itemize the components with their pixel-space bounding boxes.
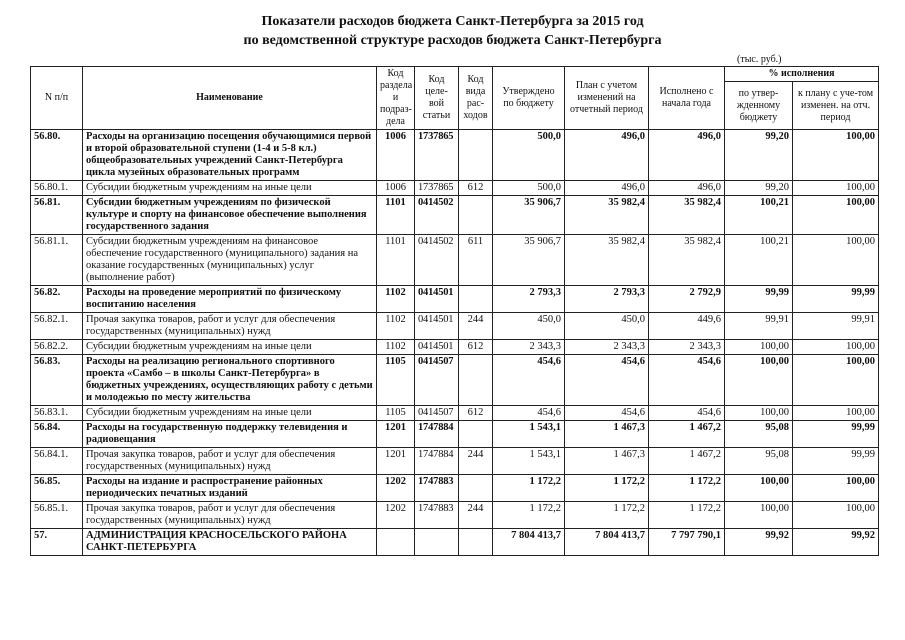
row-executed: 496,0 xyxy=(649,130,725,181)
row-pct-plan: 99,92 xyxy=(793,529,879,556)
page-title: Показатели расходов бюджета Санкт-Петербурга за 2015 год xyxy=(261,14,644,29)
header-pct-approved: по утвер-жденному бюджету xyxy=(725,82,793,130)
row-plan: 454,6 xyxy=(565,355,649,406)
row-type xyxy=(459,196,493,235)
row-approved: 454,6 xyxy=(493,355,565,406)
row-pct-plan: 100,00 xyxy=(793,406,879,421)
row-section: 1202 xyxy=(377,475,415,502)
row-num: 56.84.1. xyxy=(31,448,83,475)
row-num: 56.83. xyxy=(31,355,83,406)
row-approved: 454,6 xyxy=(493,406,565,421)
row-num: 56.82. xyxy=(31,286,83,313)
row-plan: 450,0 xyxy=(565,313,649,340)
row-executed: 1 467,2 xyxy=(649,448,725,475)
row-article: 0414502 xyxy=(415,196,459,235)
row-executed: 496,0 xyxy=(649,181,725,196)
row-plan: 496,0 xyxy=(565,130,649,181)
row-pct-plan: 100,00 xyxy=(793,181,879,196)
row-num: 56.84. xyxy=(31,421,83,448)
row-plan: 496,0 xyxy=(565,181,649,196)
row-executed: 1 172,2 xyxy=(649,475,725,502)
row-section: 1102 xyxy=(377,313,415,340)
row-article: 0414501 xyxy=(415,313,459,340)
row-approved: 1 543,1 xyxy=(493,421,565,448)
row-type: 244 xyxy=(459,448,493,475)
row-pct-approved: 100,21 xyxy=(725,196,793,235)
row-approved: 2 793,3 xyxy=(493,286,565,313)
row-section: 1101 xyxy=(377,235,415,286)
row-pct-plan: 99,99 xyxy=(793,448,879,475)
row-article: 1747884 xyxy=(415,421,459,448)
row-type: 612 xyxy=(459,340,493,355)
row-executed: 7 797 790,1 xyxy=(649,529,725,556)
table-row xyxy=(31,502,879,529)
table-row xyxy=(31,406,879,421)
row-pct-plan: 100,00 xyxy=(793,502,879,529)
row-pct-approved: 100,00 xyxy=(725,502,793,529)
row-executed: 35 982,4 xyxy=(649,235,725,286)
table-row xyxy=(31,196,879,235)
row-pct-approved: 100,21 xyxy=(725,235,793,286)
row-num: 56.81.1. xyxy=(31,235,83,286)
row-pct-plan: 99,99 xyxy=(793,286,879,313)
row-pct-plan: 100,00 xyxy=(793,196,879,235)
row-article: 0414507 xyxy=(415,355,459,406)
row-pct-plan: 100,00 xyxy=(793,340,879,355)
row-approved: 2 343,3 xyxy=(493,340,565,355)
row-pct-approved: 99,20 xyxy=(725,130,793,181)
row-article: 1747884 xyxy=(415,448,459,475)
row-article: 0414507 xyxy=(415,406,459,421)
header-name: Наименование xyxy=(83,67,377,130)
row-type xyxy=(459,286,493,313)
units-label: (тыс. руб.) xyxy=(737,54,782,65)
row-num: 56.85.1. xyxy=(31,502,83,529)
header-approved: Утверждено по бюджету xyxy=(493,67,565,130)
row-name: Субсидии бюджетным учреждениям на иные цели xyxy=(83,406,377,421)
table-row xyxy=(31,475,879,502)
table-row xyxy=(31,421,879,448)
row-name: АДМИНИСТРАЦИЯ КРАСНОСЕЛЬСКОГО РАЙОНА САНКТ-ПЕТЕРБУРГА xyxy=(83,529,377,556)
row-pct-plan: 100,00 xyxy=(793,355,879,406)
row-approved: 7 804 413,7 xyxy=(493,529,565,556)
row-name: Прочая закупка товаров, работ и услуг для обеспечения государственных (муниципальных) нужд xyxy=(83,448,377,475)
row-section: 1202 xyxy=(377,502,415,529)
row-plan: 2 343,3 xyxy=(565,340,649,355)
row-name: Прочая закупка товаров, работ и услуг для обеспечения государственных (муниципальных) нужд xyxy=(83,502,377,529)
header-type: Код вида рас-ходов xyxy=(459,67,493,130)
row-plan: 7 804 413,7 xyxy=(565,529,649,556)
table-row xyxy=(31,235,879,286)
row-approved: 1 543,1 xyxy=(493,448,565,475)
row-section: 1105 xyxy=(377,406,415,421)
row-pct-approved: 99,20 xyxy=(725,181,793,196)
row-section: 1006 xyxy=(377,130,415,181)
row-num: 56.82.2. xyxy=(31,340,83,355)
table-row xyxy=(31,130,879,181)
header-plan: План с учетом изменений на отчетный период xyxy=(565,67,649,130)
row-plan: 1 172,2 xyxy=(565,502,649,529)
row-num: 56.80.1. xyxy=(31,181,83,196)
table-row xyxy=(31,355,879,406)
row-type: 244 xyxy=(459,502,493,529)
header-article: Код целе-вой статьи xyxy=(415,67,459,130)
row-article: 1737865 xyxy=(415,181,459,196)
row-executed: 1 172,2 xyxy=(649,502,725,529)
row-plan: 35 982,4 xyxy=(565,196,649,235)
row-pct-approved: 99,91 xyxy=(725,313,793,340)
row-article: 1747883 xyxy=(415,502,459,529)
row-plan: 1 172,2 xyxy=(565,475,649,502)
row-num: 56.85. xyxy=(31,475,83,502)
row-pct-plan: 100,00 xyxy=(793,475,879,502)
row-name: Расходы на реализацию регионального спортивного проекта «Самбо – в школы Санкт-Петербурга» в бюджетных учреждениях, осуществляющих работу с детьми и молодежью по месту жительства xyxy=(83,355,377,406)
row-name: Расходы на государственную поддержку телевидения и радиовещания xyxy=(83,421,377,448)
row-pct-plan: 99,99 xyxy=(793,421,879,448)
row-pct-approved: 99,99 xyxy=(725,286,793,313)
row-executed: 1 467,2 xyxy=(649,421,725,448)
row-num: 57. xyxy=(31,529,83,556)
row-article: 1737865 xyxy=(415,130,459,181)
row-name: Субсидии бюджетным учреждениям на иные цели xyxy=(83,181,377,196)
row-section: 1102 xyxy=(377,340,415,355)
row-num: 56.83.1. xyxy=(31,406,83,421)
row-type xyxy=(459,475,493,502)
row-type xyxy=(459,421,493,448)
row-executed: 449,6 xyxy=(649,313,725,340)
row-type: 244 xyxy=(459,313,493,340)
row-pct-plan: 99,91 xyxy=(793,313,879,340)
table-row xyxy=(31,313,879,340)
table-row xyxy=(31,529,879,556)
header-pct-group: % исполнения xyxy=(725,67,879,82)
row-pct-approved: 100,00 xyxy=(725,406,793,421)
row-plan: 454,6 xyxy=(565,406,649,421)
row-type: 611 xyxy=(459,235,493,286)
row-type xyxy=(459,355,493,406)
header-executed: Исполнено с начала года xyxy=(649,67,725,130)
row-pct-approved: 99,92 xyxy=(725,529,793,556)
row-name: Субсидии бюджетным учреждениям по физической культуре и спорту на финансовое обеспечение выполнения государственного задания xyxy=(83,196,377,235)
row-article: 1747883 xyxy=(415,475,459,502)
row-executed: 454,6 xyxy=(649,355,725,406)
budget-table xyxy=(30,66,879,556)
table-row xyxy=(31,340,879,355)
row-num: 56.81. xyxy=(31,196,83,235)
row-section: 1102 xyxy=(377,286,415,313)
row-pct-plan: 100,00 xyxy=(793,130,879,181)
row-name: Прочая закупка товаров, работ и услуг для обеспечения государственных (муниципальных) нужд xyxy=(83,313,377,340)
row-approved: 500,0 xyxy=(493,181,565,196)
row-approved: 500,0 xyxy=(493,130,565,181)
row-pct-approved: 100,00 xyxy=(725,355,793,406)
row-section: 1101 xyxy=(377,196,415,235)
table-row xyxy=(31,448,879,475)
row-pct-approved: 100,00 xyxy=(725,340,793,355)
row-plan: 1 467,3 xyxy=(565,421,649,448)
row-section: 1201 xyxy=(377,448,415,475)
table-row xyxy=(31,286,879,313)
page-subtitle: по ведомственной структуре расходов бюджета Санкт-Петербурга xyxy=(243,33,662,48)
row-plan: 1 467,3 xyxy=(565,448,649,475)
row-article: 0414501 xyxy=(415,340,459,355)
row-executed: 35 982,4 xyxy=(649,196,725,235)
row-executed: 454,6 xyxy=(649,406,725,421)
row-section xyxy=(377,529,415,556)
row-pct-approved: 95,08 xyxy=(725,421,793,448)
row-article: 0414501 xyxy=(415,286,459,313)
header-num: N п/п xyxy=(31,67,83,130)
row-type xyxy=(459,529,493,556)
row-num: 56.80. xyxy=(31,130,83,181)
row-type: 612 xyxy=(459,181,493,196)
row-executed: 2 343,3 xyxy=(649,340,725,355)
row-section: 1201 xyxy=(377,421,415,448)
table-row xyxy=(31,181,879,196)
row-name: Субсидии бюджетным учреждениям на финансовое обеспечение государственного (муниципального) задания на оказание государственных (муниципальных) услуг (выполнение работ) xyxy=(83,235,377,286)
row-plan: 2 793,3 xyxy=(565,286,649,313)
row-name: Расходы на организацию посещения обучающимися первой и второй образовательной ступени (1-4 и 5-8 кл.) общеобразовательных учреждений Санкт-Петербурга цикла музейных образовательных программ xyxy=(83,130,377,181)
row-name: Расходы на издание и распространение районных периодических печатных изданий xyxy=(83,475,377,502)
row-name: Расходы на проведение мероприятий по физическому воспитанию населения xyxy=(83,286,377,313)
row-approved: 35 906,7 xyxy=(493,196,565,235)
row-article xyxy=(415,529,459,556)
row-approved: 1 172,2 xyxy=(493,475,565,502)
row-section: 1105 xyxy=(377,355,415,406)
row-type: 612 xyxy=(459,406,493,421)
row-pct-approved: 100,00 xyxy=(725,475,793,502)
row-name: Субсидии бюджетным учреждениям на иные цели xyxy=(83,340,377,355)
row-approved: 35 906,7 xyxy=(493,235,565,286)
row-pct-approved: 95,08 xyxy=(725,448,793,475)
row-approved: 1 172,2 xyxy=(493,502,565,529)
row-section: 1006 xyxy=(377,181,415,196)
row-article: 0414502 xyxy=(415,235,459,286)
header-section: Код раздела и подраз-дела xyxy=(377,67,415,130)
row-num: 56.82.1. xyxy=(31,313,83,340)
row-type xyxy=(459,130,493,181)
row-pct-plan: 100,00 xyxy=(793,235,879,286)
row-plan: 35 982,4 xyxy=(565,235,649,286)
row-approved: 450,0 xyxy=(493,313,565,340)
header-pct-plan: к плану с уче-том изменен. на отч. период xyxy=(793,82,879,130)
row-executed: 2 792,9 xyxy=(649,286,725,313)
